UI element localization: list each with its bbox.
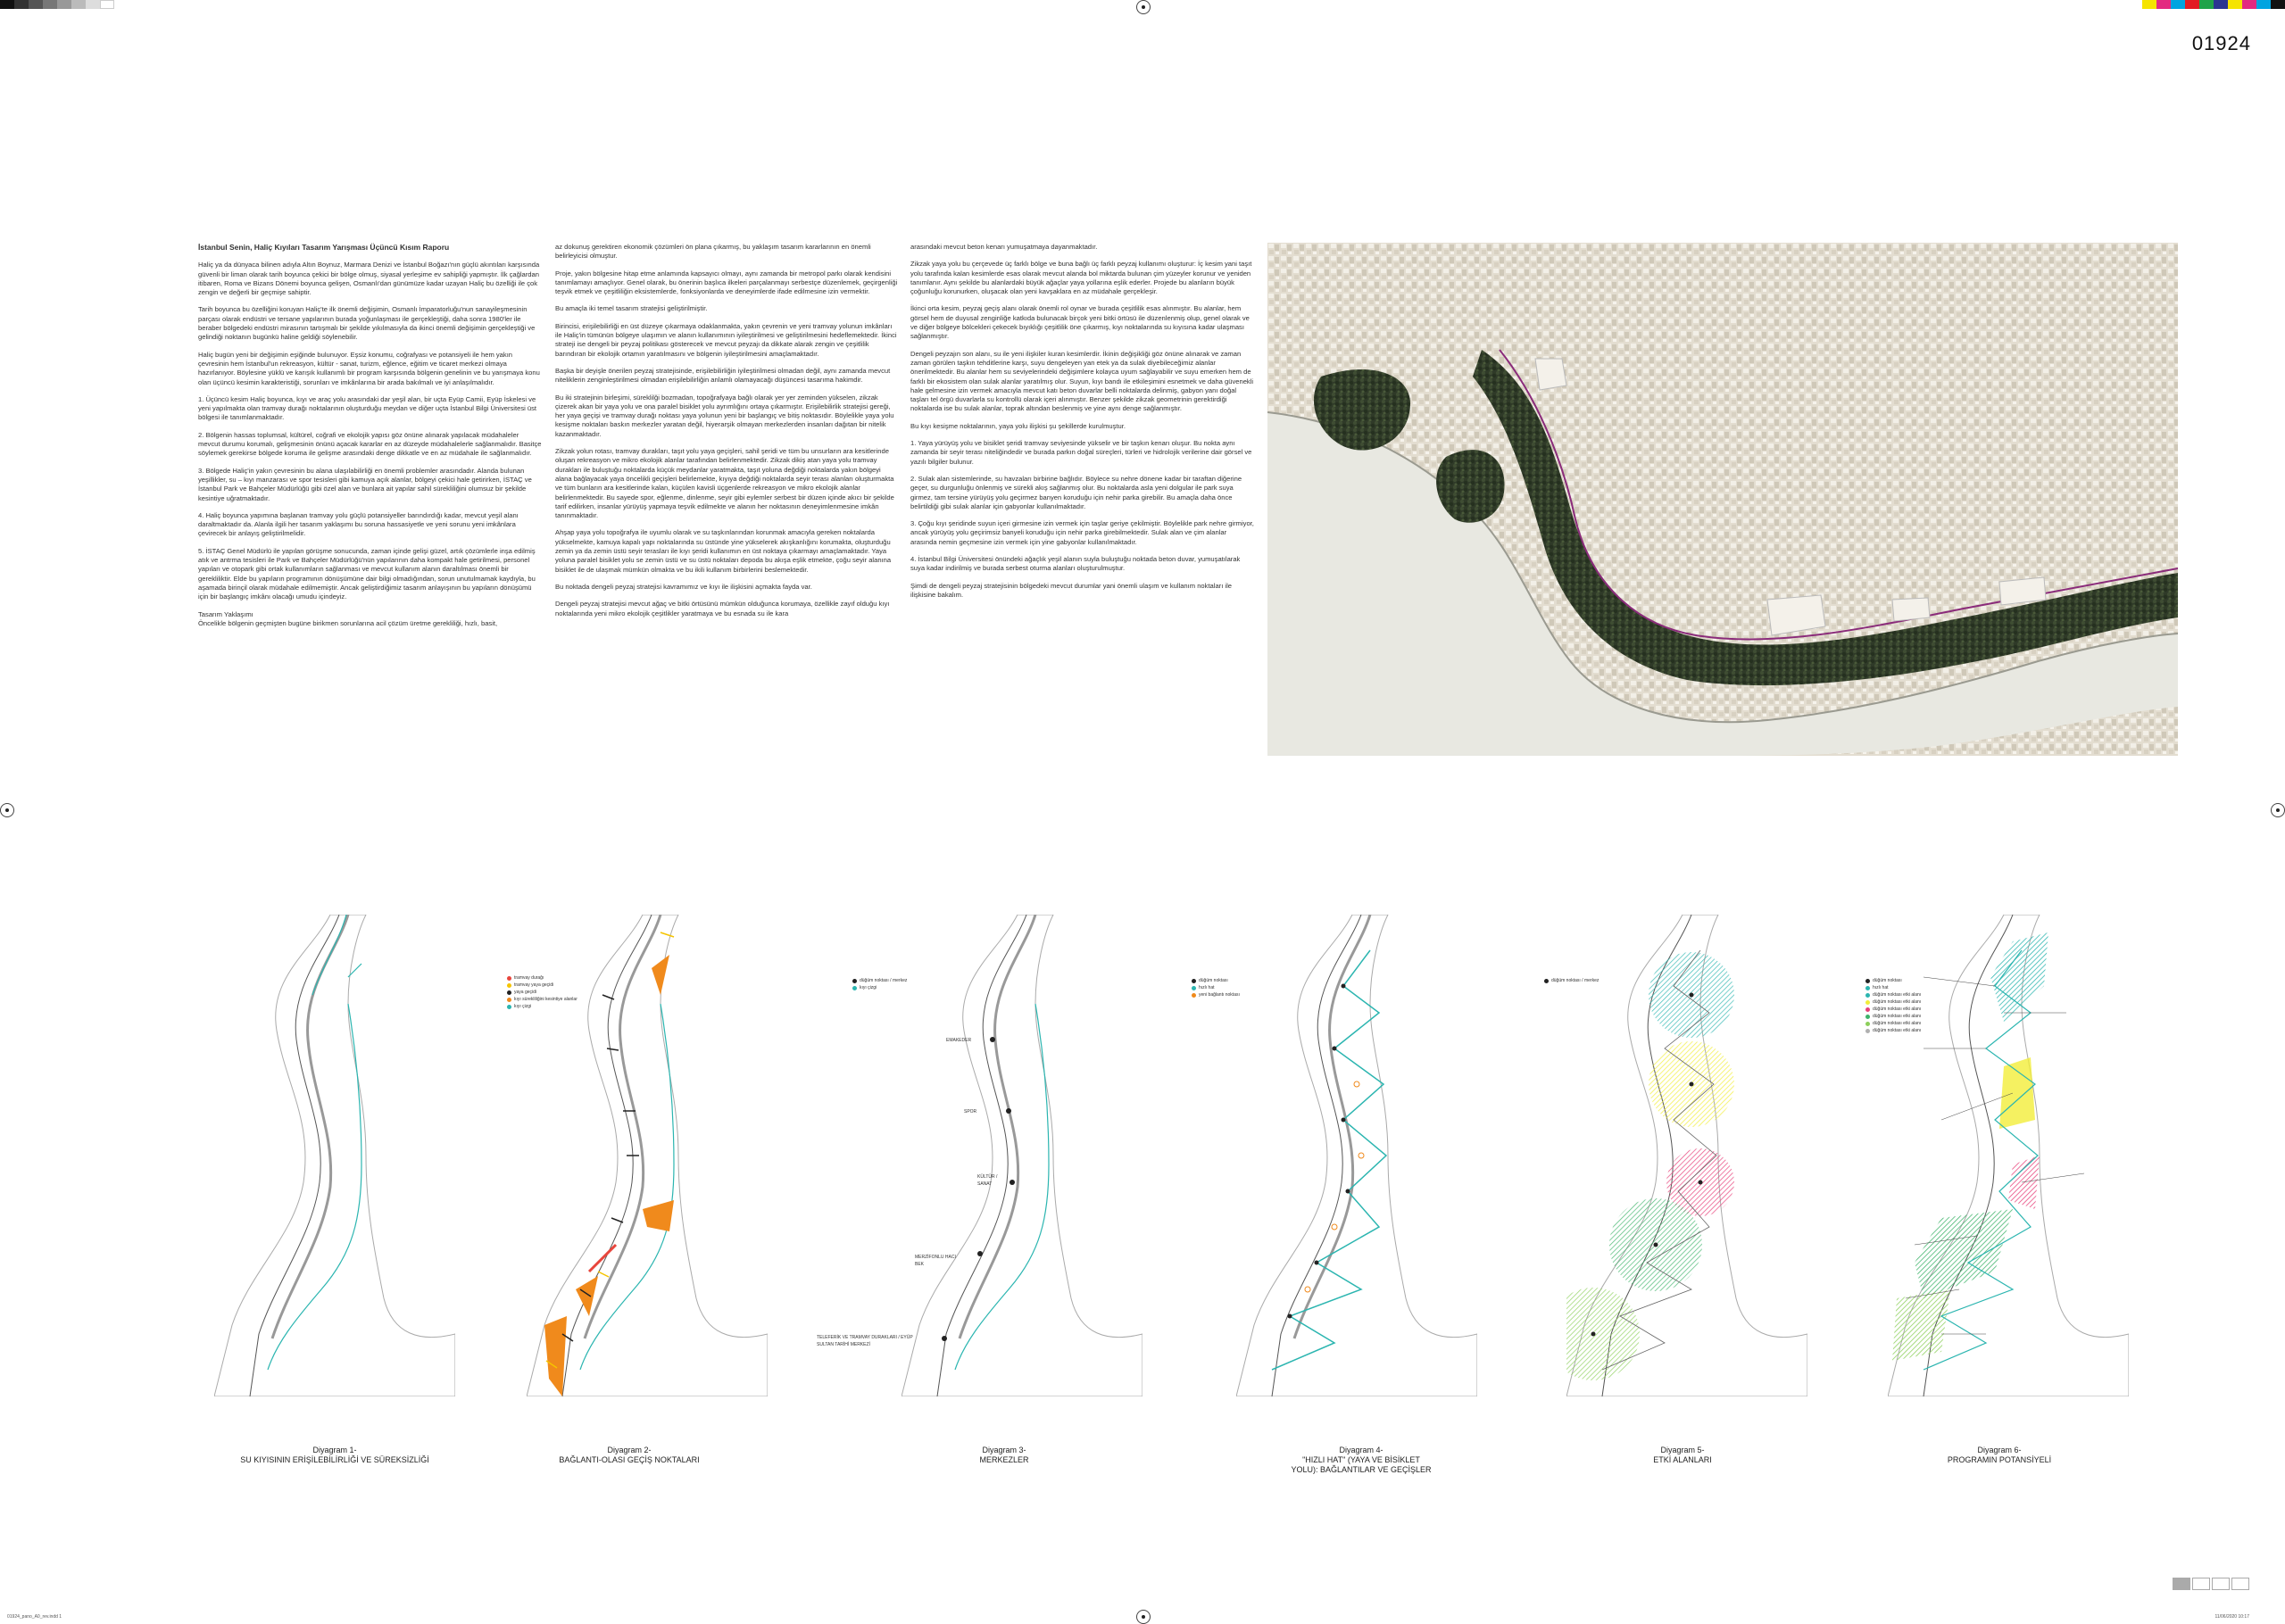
legend-label: hızlı hat: [1199, 985, 1215, 990]
diagram-6-legend: [1865, 977, 1921, 1034]
legend-swatch: [507, 998, 511, 1002]
diagram-3-map: [902, 915, 1142, 1396]
diagram-6-subtitle: PROGRAMIN POTANSİYELİ: [1947, 1455, 2052, 1464]
diagram-5-caption: [1549, 1446, 1816, 1465]
color-calibration-bar-left: [0, 0, 114, 9]
legend-swatch: [507, 990, 511, 995]
diagram-3-legend: [852, 977, 907, 991]
paragraph: 3. Bölgede Haliç'in yakın çevresinin bu alana ulaşılabilirliği en önemli problemler arasındadır. Alanda bulunan yeşillikler, su – kıyı manzarası ve spor tesisleri gibi kamuya açık alanlar, bölgeyi çekici hale getirirken, İSTAÇ ve İstanbul Park ve Bahçeler Müdürlüğü gibi özel alan ve bunlara ait yapılar sahil sürekliliğini olumsuz bir şekilde kesintiye uğratmaktadır.: [198, 466, 532, 502]
legend-item: [1865, 1027, 1921, 1034]
legend-swatch: [507, 983, 511, 988]
diagram-5-title: Diyagram 5-: [1660, 1446, 1705, 1454]
diagram-2-subtitle: BAĞLANTI-OLASI GEÇİŞ NOKTALARI: [559, 1455, 700, 1464]
diagram-2-caption: [495, 1446, 763, 1465]
paragraph: Ahşap yaya yolu topoğrafya ile uyumlu olarak ve su taşkınlarından korunmak amacıyla gereken noktalarda yükselmekte, kamuya kapalı yapı noktalarında su üstünde yine yükselerek akışkanlığını korumakta, oluşturduğu zemin ya da zemin üstü seyir terasları ile kıyı şeridi kullanımın en üst noktaya çıkarmayı amaçlamaktadır. Yaya yoluna paralel bisiklet yolu se zemin üstü ve su üstü noktaları depoda bu akışa eşlik etmekte, çoğu seyir alanına bisiklet ile de ulaşmak mümkün olmakta ve bu ikili kullanım birbirlerini beslemektedir.: [555, 528, 892, 574]
legend-item: [1544, 977, 1599, 984]
page-thumbnail: [2231, 1578, 2249, 1590]
diagram-3: [902, 915, 1142, 1396]
legend-swatch: [1865, 1022, 1870, 1026]
print-slug-left: 01924_pano_A0_rev.indd 1: [7, 1614, 62, 1620]
diagram-6: [1888, 915, 2129, 1396]
legend-swatch: [1865, 1000, 1870, 1005]
report-column-1: [198, 243, 542, 636]
legend-swatch: [507, 1005, 511, 1009]
legend-label: düğüm noktası etki alanı: [1873, 999, 1922, 1005]
paragraph: Başka bir deyişle önerilen peyzaj stratejisinde, erişilebilirliğin iyileştirilmesi olmadan değil, aynı zamanda mevcut niteliklerin zenginleştirilmesi olmadan erişilebilirliğin anlamlı olamayacağı düşüncesi tasarıma hakimdir.: [555, 366, 891, 385]
legend-item: [1865, 998, 1921, 1006]
diagram-3-title: Diyagram 3-: [982, 1446, 1026, 1454]
diagram-4: [1236, 915, 1477, 1396]
paragraph: 4. İstanbul Bilgi Üniversitesi önündeki ağaçlık yeşil alanın suyla buluştuğu noktada beton duvar, yumuşatılarak suya kadar indirilmiş ve burada serbest oturma alanları oluşturulmuştur.: [910, 555, 1241, 573]
paragraph: Zikzak yaya yolu bu çerçevede üç farklı bölge ve buna bağlı üç farklı peyzaj kullanımı oluşturur: İç kesim yani taşıt yolu tarafında kalan kesimlerde esas olarak mevcut alanda bol miktarda bulunan çim yüzeyler korunur ve yeniden tanımlanır. Aynı şekilde bu alanlardaki büyük ağaçlar yaya yollarına eşlik ederler. Projede bu alanların büyük çoğunluğu korunurken, oluşacak olan yeni kavşaklara en az müdahale gerçekleşir.: [910, 260, 1252, 296]
legend-label: kıyı çizgi: [860, 985, 877, 990]
legend-item: [1192, 984, 1240, 991]
registration-mark-top: [1136, 0, 1151, 14]
legend-item: [1865, 977, 1921, 984]
legend-item: [1865, 1013, 1921, 1020]
diagram-6-title: Diyagram 6-: [1977, 1446, 2022, 1454]
legend-item: [507, 1003, 577, 1010]
legend-item: [852, 977, 907, 984]
paragraph: Bu noktada dengeli peyzaj stratejisi kavramımız ve kıyı ile ilişkisini açmakta fayda var.: [555, 582, 812, 591]
legend-item: [507, 996, 577, 1003]
legend-item: [507, 989, 577, 996]
report-column-3: [910, 243, 1254, 608]
legend-label: kıyı çizgi: [514, 1004, 532, 1009]
paragraph: Bu iki stratejinin birleşimi, süreklilği bozmadan, topoğrafyaya bağlı olarak yer yer zeminden yükselen, zikzak çizerek akan bir yaya yolu ve ona paralel bisiklet yolu ayrımlığını ortaya çıkarmıştır. Erişilebilirlik stratejisi gereği, her yaya geçişi ve tramvay durağı noktası yaya yolunun yeni bir başlangıç ve bitiş noktasıdır. Böylelikle yaya yolu kesişme noktaları baskın merkezler yaratan değil, hiyerarşik olmayan merkezlerden insanları dağıtan bir nitelik kazanmaktadır.: [555, 393, 894, 438]
diagram-2-title: Diyagram 2-: [607, 1446, 652, 1454]
legend-swatch: [1865, 979, 1870, 983]
legend-label: düğüm noktası etki alanı: [1873, 1021, 1922, 1026]
legend-swatch: [1865, 1029, 1870, 1033]
legend-label: düğüm noktası etki alanı: [1873, 1028, 1922, 1033]
legend-label: düğüm noktası etki alanı: [1873, 1014, 1922, 1019]
legend-swatch: [1192, 993, 1196, 998]
paragraph: 2. Sulak alan sistemlerinde, su havzaları birbirine bağlıdır. Böylece su nehre dönene kadar bir taraftan diğerine geçer, su durgunluğu önlenmiş ve sürekli akış sağlanmış olur. Bu noktalarda asla yeni dolgular ile park suya girmez, tam tersine yürüyüş yolu geçirmez banyen koruduğu için nehir parka girebilir. Bu amaçla daha önce belirtildiği gibi sulak alanlar için gabyonlar kullanılmaktadır.: [910, 474, 1242, 510]
paragraph: 3. Çoğu kıyı şeridinde suyun içeri girmesine izin vermek için taşlar geriye çekilmiştir. Böylelikle park nehre girmiyor, ancak yürüyüş yolu geçirimsiz banyeli koruduğu için nehir parka girebilmektedir. Sulak alan ve çim alanlar arasında nemin geçmesine izin vermek için yine gabyonlar kullanılmaktadır.: [910, 519, 1254, 546]
node-label: TELEFERİK VE TRAMVAY DURAKLARI / EYÜP SULTAN TARİHİ MERKEZİ: [817, 1335, 913, 1347]
diagram-5-map: [1566, 915, 1807, 1396]
legend-item: [1865, 1006, 1921, 1013]
diagram-2-legend: [507, 974, 577, 1010]
paragraph: Birincisi, erişilebilirliği en üst düzeye çıkarmaya odaklanmakta, yakın çevrenin ve yeni tramvay yolunun imkânları ile Haliç'in tümünün bölgeye ulaşımın ve alanın kullanımının iyileştirilmesi ve geliştirilmesini hedeflemektedir. İkinci strateji ise dengeli bir peyzaj politikası gösterecek ve mevcut peyzajı da dikkate alarak zengin ve çeşitlilik barındıran bir ekolojik ortamın yaratılmasını ve bölgenin iyileştirilmesini amaçlamaktadır.: [555, 321, 897, 358]
page-thumbnails: [2173, 1578, 2249, 1590]
paragraph: 4. Haliç boyunca yapımına başlanan tramvay yolu güçlü potansiyeller barındırdığı kadar, mevcut yeşil alanı daraltmaktadır da. Alanla ilgili her tasarım yaklaşımı bu soruna hassasiyetle ve yeni sorunu yeni imkânlara çevirecek bir anlayış geliştirilmelidir.: [198, 510, 519, 538]
color-calibration-bar-right: [2142, 0, 2285, 9]
paragraph: Bu kıyı kesişme noktalarının, yaya yolu ilişkisi şu şekillerde kurulmuştur.: [910, 421, 1126, 430]
legend-swatch: [1865, 1015, 1870, 1019]
legend-swatch: [1544, 979, 1549, 983]
paragraph: Proje, yakın bölgesine hitap etme anlamında kapsayıcı olmayı, aynı zamanda bir metropol parkı olarak kendisini tanımlamayı amaçlıyor. Genel olarak, bu önerinin başlıca ilkeleri parçalanmayı serbestçe düzenlemek, geçirgenliği teşvik etmek ve çeşitliliğin eksistemlerde, fonksiyonlarda ve deneyimlerde ifade edilmesine izin vermektir.: [555, 269, 898, 296]
registration-mark-right: [2271, 803, 2285, 817]
legend-label: hızlı hat: [1873, 985, 1889, 990]
legend-item: [507, 982, 577, 989]
paragraph: Dengeli peyzajın son alanı, su ile yeni ilişkiler kuran kesimlerdir. İkinin değişikliği göz önüne alınarak ve zaman zaman görülen taşkın tehditlerine karşı, suyu dengeleyen yan etek ya da sulak diyebileceğimiz alanlar önerilmektedir. Bu alanlar hem su seviyelerindeki değişimlere kolayca uyum sağlayabilir ve suyu emerken hem de farklı bir ekosistem olan sulak alanlar yaratılmış olur. Suyun, kıyı bandı ile etkileşimini esnetmek ve daha güvenekli hale gelmesine izin vermek amacıyla mevcut katı beton duvarlar belli noktalarda delinmiş, gabyon yanı doğal taşları tel örgü duvarlarla su kontrollü olarak içeri alınmıştır. Benzer şekilde zikzak geometrinin gerektirdiği noktalarda ise bu sulak alanlar, toprak altından beslenmiş ve yine aynı denge sağlanmıştır.: [910, 349, 1254, 413]
diagram-5-subtitle: ETKİ ALANLARI: [1653, 1455, 1712, 1464]
paragraph: Dengeli peyzaj stratejisi mevcut ağaç ve bitki örtüsünü mümkün olduğunca korumaya, özellikle zayıf olduğu kıyı noktalarında yeni mikro ekolojik çeşitlikler yaratmaya ve bu esnada su ile kara: [555, 600, 890, 617]
diagram-4-legend: [1192, 977, 1240, 998]
legend-label: kıyı sürekliliğini kesintiye alanlar: [514, 997, 577, 1002]
legend-item: [1865, 1020, 1921, 1027]
diagram-3-caption: [870, 1446, 1138, 1465]
diagram-1: [214, 915, 455, 1396]
diagram-4-caption: [1227, 1446, 1495, 1475]
paragraph: Haliç bugün yeni bir değişimin eşiğinde bulunuyor. Eşsiz konumu, coğrafyası ve potansiyeli ile hem yakın çevresinin hem İstanbul'un rekreasyon, kültür - sanat, turizm, eğlence, eğitim ve ticaret merkezi olmaya hazırlanıyor. Böylesine yüklü ve karışık kullanımlı bir program karşısında bölgenin genelinin ve bu yarışmaya konu olan üçüncü kesimin karakteristiği, sorunları ve imkânlarına bir arada bakılmalı ve iyi anlaşılmalıdır.: [198, 350, 540, 386]
legend-swatch: [1865, 1007, 1870, 1012]
paragraph: Bu amaçla iki temel tasarım stratejisi geliştirilmiştir.: [555, 304, 708, 313]
report-column-2: [555, 243, 899, 626]
paragraph: 2. Bölgenin hassas toplumsal, kültürel, coğrafi ve ekolojik yapısı göz önüne alınarak yapılacak müdahaleler mevcut durumu korumalı, gelişmesinin önünü açacak kararlar en az düzeyde müdahalelerle sağlanmalıdır. Basitçe söylemek gerekirse bölgede koruma ile gelişme arasındaki denge dikkatle ve en az müdahale ile sağlanmalıdır.: [198, 430, 542, 458]
diagram-1-map: [214, 915, 455, 1396]
legend-swatch: [852, 986, 857, 990]
diagram-4-map: [1236, 915, 1477, 1396]
legend-swatch: [1865, 993, 1870, 998]
diagram-6-map: [1888, 915, 2129, 1396]
diagram-1-subtitle: SU KIYISININ ERİŞİLEBİLİRLİĞİ VE SÜREKSİZLİĞİ: [240, 1455, 429, 1464]
aerial-render-illustration: [1267, 243, 2178, 756]
paragraph: Şimdi de dengeli peyzaj stratejisinin bölgedeki mevcut durumlar yani önemli ulaşım ve kullanım noktaları ile ilişkisine bakalım.: [910, 581, 1233, 599]
node-label: MERZİFONLU HACI BEK: [915, 1255, 956, 1267]
legend-label: düğüm noktası: [1873, 978, 1902, 983]
node-label: SPOR: [964, 1109, 977, 1114]
legend-item: [507, 974, 577, 982]
diagram-1-caption: [201, 1446, 469, 1465]
legend-swatch: [1865, 986, 1870, 990]
legend-label: düğüm noktası etki alanı: [1873, 992, 1922, 998]
page-thumbnail: [2212, 1578, 2230, 1590]
paragraph: az dokunuş gerektiren ekonomik çözümleri ön plana çıkarmış, bu yaklaşım tasarım kararlarının en önemli belirleyicisi olmuştur.: [555, 243, 871, 261]
legend-label: yeni bağlantı noktası: [1199, 992, 1240, 998]
legend-swatch: [1192, 986, 1196, 990]
node-label: KÜLTÜR / SANAT: [977, 1174, 998, 1187]
diagram-4-title: Diyagram 4-: [1339, 1446, 1383, 1454]
registration-mark-bottom: [1136, 1610, 1151, 1624]
legend-label: düğüm noktası / merkez: [1551, 978, 1600, 983]
node-label: EMAKEDER: [946, 1038, 972, 1043]
legend-item: [1865, 984, 1921, 991]
report-title: İstanbul Senin, Haliç Kıyıları Tasarım Yarışması Üçüncü Kısım Raporu: [198, 243, 450, 252]
paragraph: Tasarım Yaklaşımı Öncelikle bölgenin geçmişten bugüne birikmen sorunlarına acil çözüm üretme gerekliliği, hızlı, basit,: [198, 609, 498, 627]
legend-label: düğüm noktası: [1199, 978, 1228, 983]
legend-label: yaya geçidi: [514, 990, 537, 995]
legend-item: [1192, 991, 1240, 998]
legend-item: [1865, 991, 1921, 998]
legend-label: tramvay durağı: [514, 975, 544, 981]
legend-swatch: [507, 976, 511, 981]
legend-swatch: [1192, 979, 1196, 983]
legend-label: tramvay yaya geçidi: [514, 982, 554, 988]
paragraph: İkinci orta kesim, peyzaj geçiş alanı olarak önemli rol oynar ve burada çeşitlilik esas alınmıştır. Bu alanlar, hem görsel hem de duyusal zenginliğe katkıda bulunacak birçok yeni bitki örtüsü ile düzenlenmiş olup, genel olarak ve ve diğer bölgeye bölcekleri çekecek bıyıklığı çeşitlilik öne çıkarmış, kıyı noktalarında su kıyısına kadar ulaşması sağlanmıştır.: [910, 304, 1250, 341]
paragraph: arasındaki mevcut beton kenarı yumuşatmaya dayanmaktadır.: [910, 243, 1098, 251]
diagram-1-title: Diyagram 1-: [312, 1446, 357, 1454]
paragraph: 1. Yaya yürüyüş yolu ve bisiklet şeridi tramvay seviyesinde yükselir ve bir taşkın kenarı oluşur. Bu nokta aynı zamanda bir seyir terası niteliğindedir ve burada parkın doğal süreçleri, türleri ve hidrolojik verilerine dair görsel ve yazılı bilgiler bulunur.: [910, 439, 1252, 466]
project-id: 01924: [2191, 32, 2251, 54]
diagram-5-legend: [1544, 977, 1599, 984]
page-thumbnail: [2192, 1578, 2210, 1590]
legend-swatch: [852, 979, 857, 983]
page-thumbnail-active: [2173, 1578, 2190, 1590]
paragraph: Haliç ya da dünyaca bilinen adıyla Altın Boynuz, Marmara Denizi ve İstanbul Boğazı'nın güçlü akıntıları karşısında güvenli bir liman olarak tarih boyunca çekici bir bölge olmuş, siyasal yerleşime ev sahipliği yapmıştır. İlk çağlardan itibaren, Roma ve Bizans Dönemi boyunca gelişen, Osmanlı'dan günümüze kadar uzayan Haliç bu özelliği ile çok zengin ve değerli bir geçmişe sahiptir.: [198, 261, 540, 297]
aerial-site-render: [1267, 243, 2178, 756]
legend-label: düğüm noktası / merkez: [860, 978, 908, 983]
diagram-5: [1566, 915, 1807, 1396]
print-slug-right: 11/06/2020 10:17: [2214, 1614, 2249, 1620]
diagram-3-subtitle: MERKEZLER: [979, 1455, 1029, 1464]
paragraph: 5. İSTAÇ Genel Müdürlü ile yapılan görüşme sonucunda, zaman içinde gelişi güzel, artık çözümlerle inşa edilmiş atık ve antrma tesisleri ile Park ve Bahçeler Müdürlüğü'nün yapılarının daha kompakt hale getirilmesi, personel yapıları ve otopark gibi ortak kullanımların sağlanması ve mevcut kullanım alanın daraltılması önemli bir gerekliliktir. Elde bu yapıların programının dönüşümüne dair bilgi olmadığından, sorun unutulmamak kaydıyla, bu aşamada birinçil olarak müdahale edilmemiştir. Ancak geliştirdiğimiz tasarım anlayışının bu yapıların dönüşümü için bir başlangıç imkânı olacağı umudu içindeyiz.: [198, 546, 536, 601]
legend-item: [852, 984, 907, 991]
diagram-4-subtitle: "HIZLI HAT" (YAYA VE BİSİKLET YOLU): BAĞLANTILAR VE GEÇİŞLER: [1291, 1455, 1432, 1474]
legend-item: [1192, 977, 1240, 984]
registration-mark-left: [0, 803, 14, 817]
paragraph: Tarih boyunca bu özelliğini koruyan Haliç'te ilk önemli değişimin, Osmanlı İmparatorluğu'nun sanayileşmesinin parçası olarak endüstri ve tersane yapılarının burada yoğunlaşması ile gerçekleştiği, daha sonra 1980'ler ile beraber bölgedeki endüstri mirasının tartışmalı bir şekilde yıkılmasıyla da ikinci önemli değişimin gerçekleştiği ve gelindiği noktanın bugünkü haline geldiği söylenebilir.: [198, 305, 536, 342]
diagram-6-caption: [1865, 1446, 2133, 1465]
paragraph: Zikzak yolun rotası, tramvay durakları, taşıt yolu yaya geçişleri, sahil şeridi ve tüm bu unsurların ara kesitlerinde oluşan rekreasyon ve mikro ekolojik alanlar tarafından belirlenmektedir. Zikzak dikiş atan yaya yolu tramvay durakları ile buluştuğu noktalarda küçük meydanlar yaratmakta, taşıt yoluna değdiği noktalarda yakın bölgeyi alana bağlayacak yaya öncelikli geçişleri belirlemekte, kıyıya değdiği noktalarda seyir terası alanları oluşturmakta ve tüm bunların ara kesitlerinde kalan, küçülen kavisli üçgenlerde rekreasyon ve mikro ekolojik alanlar belirlenmektedir. Bu sayede spor, eğlenme, dinlenme, seyir gibi eylemler serbest bir düzen içinde akıcı bir şekilde tarif edilirken, insanlar yürüyüş yapmaya teşvik edilmekte ve alanın her noktasının deneyimlenmesine imkân tanınmaktadır.: [555, 447, 894, 520]
legend-label: düğüm noktası etki alanı: [1873, 1007, 1922, 1012]
paragraph: 1. Üçüncü kesim Haliç boyunca, kıyı ve araç yolu arasındaki dar yeşil alan, bir uçta Eyüp Camii, Eyüp İskelesi ve yeni yapılmakta olan tramvay durağı noktalarının oluşturduğu meydan ve diğer uçta İstanbul Bilgi Üniversitesi üst bölgesi ile tanımlanmaktadır.: [198, 394, 537, 422]
